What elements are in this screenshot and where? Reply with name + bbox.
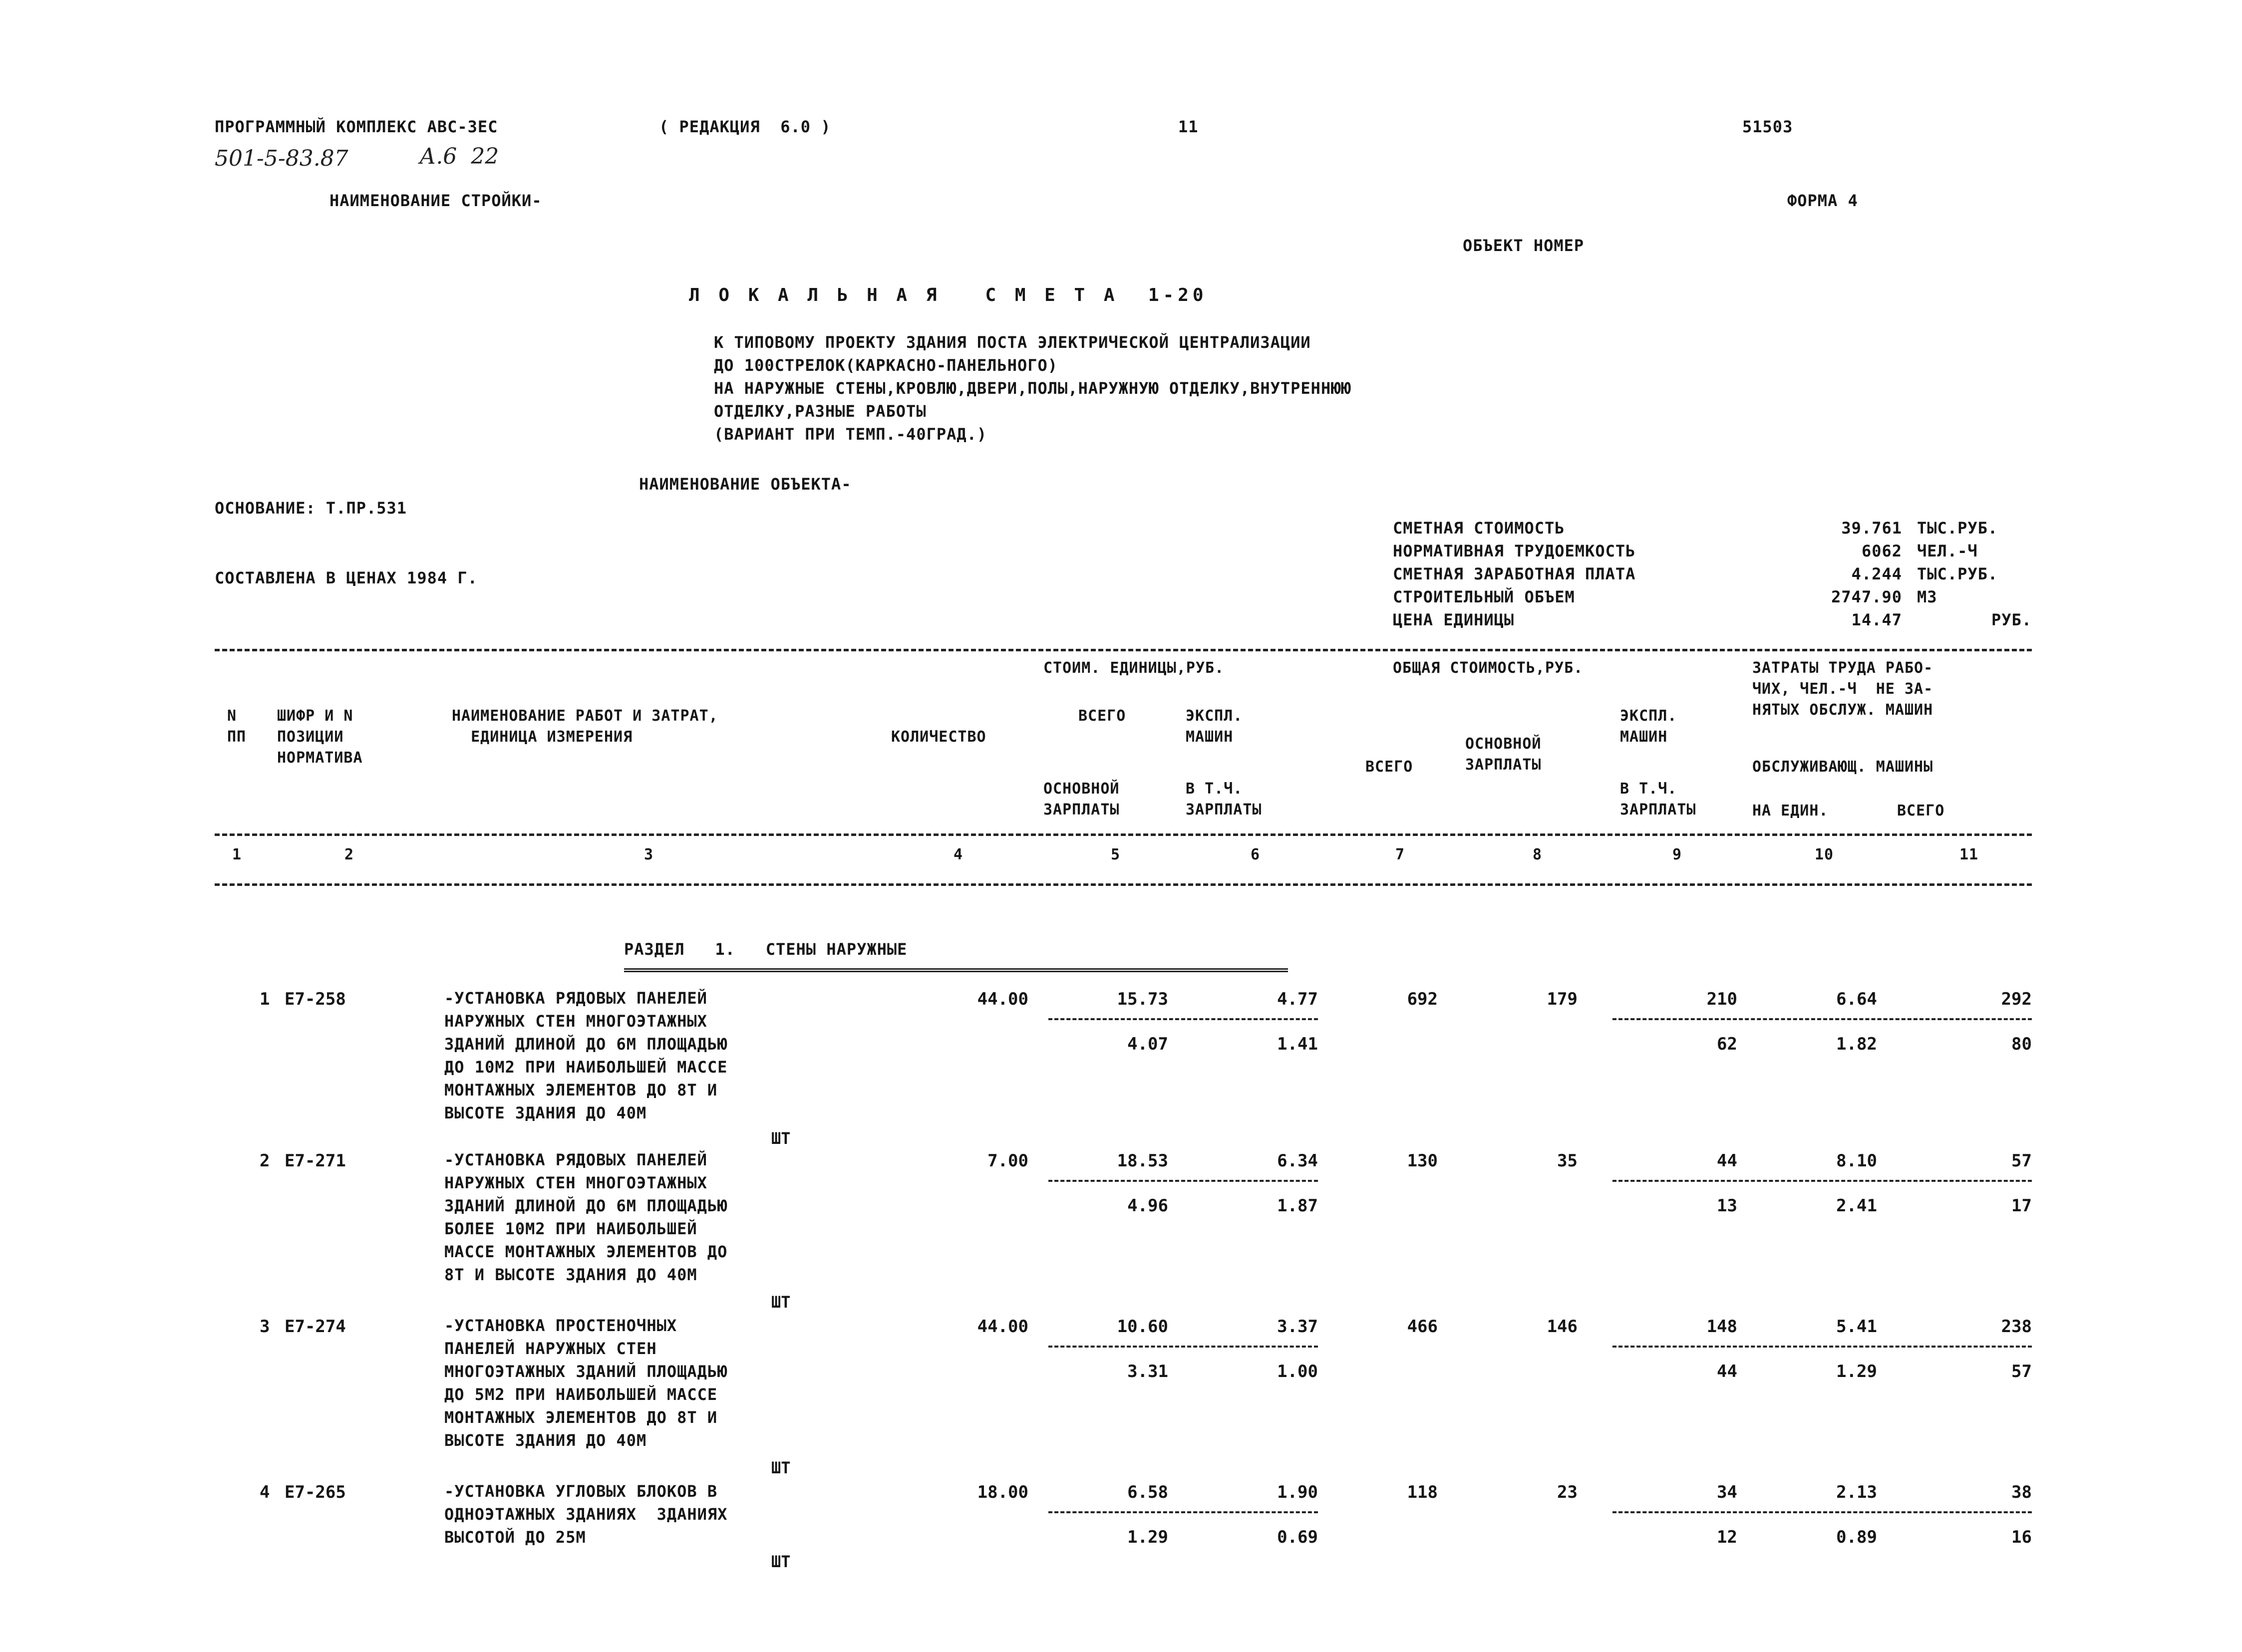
row-serving-per-unit: 1.29: [1836, 1362, 1877, 1381]
title-line-4: ОТДЕЛКУ,РАЗНЫЕ РАБОТЫ: [714, 402, 927, 421]
row-machines: 34: [1717, 1482, 1737, 1502]
row-description-line: -УСТАНОВКА РЯДОВЫХ ПАНЕЛЕЙ: [444, 989, 707, 1008]
header-total-all: ВСЕГО: [1365, 758, 1413, 776]
row-description-line: -УСТАНОВКА РЯДОВЫХ ПАНЕЛЕЙ: [444, 1150, 707, 1169]
row-description-line: ДО 5М2 ПРИ НАИБОЛЬШЕЙ МАССЕ: [444, 1385, 718, 1404]
row-labor-total: 292: [2001, 989, 2032, 1009]
row-code: Е7-265: [285, 1482, 346, 1502]
column-number: 1: [232, 846, 242, 863]
header-col-code: ШИФР И N ПОЗИЦИИ НОРМАТИВА: [277, 707, 363, 767]
row-total: 692: [1407, 989, 1438, 1009]
row-subrule: [1048, 1180, 1318, 1182]
header-total-incl-wage: В Т.Ч. ЗАРПЛАТЫ: [1620, 780, 1696, 819]
column-number: 3: [644, 846, 654, 863]
row-machines: 210: [1706, 989, 1737, 1009]
row-main-wage: 23: [1557, 1482, 1578, 1502]
basis: ОСНОВАНИЕ: Т.ПР.531: [215, 499, 407, 518]
object-number-label: ОБЪЕКТ НОМЕР: [1463, 236, 1585, 255]
header-total-main-wage: ОСНОВНОЙ ЗАРПЛАТЫ: [1465, 735, 1542, 774]
row-total: 466: [1407, 1317, 1438, 1337]
row-description-line: МОНТАЖНЫХ ЭЛЕМЕНТОВ ДО 8Т И: [444, 1408, 718, 1427]
row-description-line: БОЛЕЕ 10М2 ПРИ НАИБОЛЬШЕЙ: [444, 1219, 697, 1238]
column-number: 10: [1815, 846, 1834, 863]
header-labor: ЗАТРАТЫ ТРУДА РАБО- ЧИХ, ЧЕЛ.-Ч НЕ ЗА- НЯТЫХ ОБСЛУЖ. МАШИН: [1752, 659, 1933, 719]
row-serving-total: 80: [2011, 1034, 2032, 1054]
row-description-line: ЗДАНИЙ ДЛИНОЙ ДО 6М ПЛОЩАДЬЮ: [444, 1196, 728, 1215]
object-name-label: НАИМЕНОВАНИЕ ОБЪЕКТА-: [639, 475, 852, 494]
row-description-line: ВЫСОТЕ ЗДАНИЯ ДО 40М: [444, 1431, 647, 1450]
row-description-line: МОНТАЖНЫХ ЭЛЕМЕНТОВ ДО 8Т И: [444, 1081, 718, 1100]
summary-value: 2747.90: [1831, 587, 1902, 606]
row-incl-wage: 62: [1717, 1034, 1737, 1054]
header-col-quantity: КОЛИЧЕСТВО: [891, 728, 986, 746]
row-description-line: МНОГОЭТАЖНЫХ ЗДАНИЙ ПЛОЩАДЬЮ: [444, 1362, 728, 1381]
summary-value: 14.47: [1851, 610, 1902, 629]
header-unit-main-wage: ОСНОВНОЙ ЗАРПЛАТЫ: [1043, 780, 1120, 819]
row-unit: ШТ: [771, 1293, 791, 1312]
row-serving-total: 17: [2011, 1196, 2032, 1216]
summary-unit: ТЫС.РУБ.: [1917, 519, 1998, 538]
summary-label: НОРМАТИВНАЯ ТРУДОЕМКОСТЬ: [1393, 542, 1636, 560]
row-description-line: ЗДАНИЙ ДЛИНОЙ ДО 6М ПЛОЩАДЬЮ: [444, 1035, 728, 1054]
row-unit-wage: 4.07: [1127, 1034, 1168, 1054]
header-rule: [215, 833, 2032, 836]
row-unit-incl-wage: 1.41: [1277, 1034, 1318, 1054]
row-serving-total: 57: [2011, 1362, 2032, 1381]
row-code: Е7-258: [285, 989, 346, 1009]
column-number: 8: [1533, 846, 1543, 863]
title-line-3: НА НАРУЖНЫЕ СТЕНЫ,КРОВЛЮ,ДВЕРИ,ПОЛЫ,НАРУЖНУЮ ОТДЕЛКУ,ВНУТРЕННЮЮ: [714, 379, 1351, 398]
row-description-line: ПАНЕЛЕЙ НАРУЖНЫХ СТЕН: [444, 1339, 657, 1358]
row-incl-wage: 44: [1717, 1362, 1737, 1381]
row-number: 3: [260, 1317, 270, 1337]
row-quantity: 7.00: [987, 1151, 1028, 1171]
row-unit-machines: 1.90: [1277, 1482, 1318, 1502]
header-col-number: N ПП: [227, 707, 247, 746]
row-unit: ШТ: [771, 1458, 791, 1477]
header-col-name: НАИМЕНОВАНИЕ РАБОТ И ЗАТРАТ, ЕДИНИЦА ИЗМЕРЕНИЯ: [452, 707, 718, 746]
summary-unit: ТЫС.РУБ.: [1917, 564, 1998, 583]
title-line-5: (ВАРИАНТ ПРИ ТЕМП.-40ГРАД.): [714, 425, 987, 444]
row-unit: ШТ: [771, 1552, 791, 1571]
header-unit-machines: ЭКСПЛ. МАШИН: [1186, 707, 1243, 746]
estimate-title: Л О К А Л Ь Н А Я С М Е Т А 1-20: [689, 285, 1208, 305]
header-total-cost: ОБЩАЯ СТОИМОСТЬ,РУБ.: [1393, 659, 1584, 677]
row-subrule: [1048, 1511, 1318, 1513]
title-line-1: К ТИПОВОМУ ПРОЕКТУ ЗДАНИЯ ПОСТА ЭЛЕКТРИЧЕСКОЙ ЦЕНТРАЛИЗАЦИИ: [714, 333, 1311, 352]
section-underline: [624, 968, 1288, 972]
row-description-line: 8Т И ВЫСОТЕ ЗДАНИЯ ДО 40М: [444, 1265, 697, 1284]
row-subrule: [1612, 1511, 2032, 1513]
row-unit-wage: 3.31: [1127, 1362, 1168, 1381]
column-number: 5: [1111, 846, 1121, 863]
summary-label: ЦЕНА ЕДИНИЦЫ: [1393, 610, 1515, 629]
edition: ( РЕДАКЦИЯ 6.0 ): [659, 117, 831, 136]
column-number: 9: [1672, 846, 1682, 863]
row-description-line: ВЫСОТЕ ЗДАНИЯ ДО 40М: [444, 1103, 647, 1122]
row-unit-cost: 18.53: [1117, 1151, 1168, 1171]
document-number: 51503: [1742, 117, 1793, 136]
row-unit-cost: 6.58: [1127, 1482, 1168, 1502]
row-unit-machines: 6.34: [1277, 1151, 1318, 1171]
summary-unit: РУБ.: [1991, 610, 2032, 629]
row-description-line: ОДНОЭТАЖНЫХ ЗДАНИЯХ ЗДАНИЯХ: [444, 1505, 728, 1524]
row-description-line: НАРУЖНЫХ СТЕН МНОГОЭТАЖНЫХ: [444, 1012, 707, 1031]
row-unit-machines: 4.77: [1277, 989, 1318, 1009]
form-label: ФОРМА 4: [1787, 191, 1858, 210]
row-subrule: [1612, 1180, 2032, 1182]
row-subrule: [1612, 1018, 2032, 1020]
row-unit-wage: 4.96: [1127, 1196, 1168, 1216]
title-line-2: ДО 100СТРЕЛОК(КАРКАСНО-ПАНЕЛЬНОГО): [714, 356, 1058, 375]
summary-label: СМЕТНАЯ ЗАРАБОТНАЯ ПЛАТА: [1393, 564, 1636, 583]
row-unit-cost: 15.73: [1117, 989, 1168, 1009]
row-number: 4: [260, 1482, 270, 1502]
row-unit-incl-wage: 0.69: [1277, 1527, 1318, 1547]
summary-value: 4.244: [1851, 564, 1902, 583]
row-number: 1: [260, 989, 270, 1009]
column-number: 11: [1959, 846, 1979, 863]
section-title: РАЗДЕЛ 1. СТЕНЫ НАРУЖНЫЕ: [624, 940, 908, 959]
row-labor-per-unit: 5.41: [1836, 1317, 1877, 1337]
row-description-line: ВЫСОТОЙ ДО 25М: [444, 1528, 586, 1547]
header-unit-incl-wage: В Т.Ч. ЗАРПЛАТЫ: [1186, 780, 1262, 819]
handwritten-code: 501-5-83.87: [215, 146, 348, 171]
row-unit-machines: 3.37: [1277, 1317, 1318, 1337]
row-labor-per-unit: 2.13: [1836, 1482, 1877, 1502]
row-description-line: НАРУЖНЫХ СТЕН МНОГОЭТАЖНЫХ: [444, 1173, 707, 1192]
header-per-unit: НА ЕДИН.: [1752, 802, 1829, 820]
row-description-line: -УСТАНОВКА ПРОСТЕНОЧНЫХ: [444, 1316, 677, 1335]
row-total: 118: [1407, 1482, 1438, 1502]
summary-label: СМЕТНАЯ СТОИМОСТЬ: [1393, 519, 1565, 538]
row-subrule: [1048, 1018, 1318, 1020]
header-total: ВСЕГО: [1897, 802, 1945, 820]
row-machines: 44: [1717, 1151, 1737, 1171]
column-number: 7: [1395, 846, 1405, 863]
column-number: 2: [344, 846, 354, 863]
row-unit-wage: 1.29: [1127, 1527, 1168, 1547]
header-serving-machines: ОБСЛУЖИВАЮЩ. МАШИНЫ: [1752, 758, 1933, 776]
construction-name-label: НАИМЕНОВАНИЕ СТРОЙКИ-: [329, 191, 542, 210]
row-labor-total: 57: [2011, 1151, 2032, 1171]
summary-value: 39.761: [1841, 519, 1902, 538]
row-main-wage: 179: [1547, 989, 1578, 1009]
row-quantity: 44.00: [977, 989, 1028, 1009]
row-subrule: [1048, 1346, 1318, 1348]
header-unit-cost: СТОИМ. ЕДИНИЦЫ,РУБ.: [1043, 659, 1225, 677]
row-description-line: МАССЕ МОНТАЖНЫХ ЭЛЕМЕНТОВ ДО: [444, 1242, 728, 1261]
column-number: 4: [954, 846, 963, 863]
program-name: ПРОГРАММНЫЙ КОМПЛЕКС АВС-3ЕС: [215, 117, 498, 136]
row-subrule: [1612, 1346, 2032, 1348]
row-unit-cost: 10.60: [1117, 1317, 1168, 1337]
summary-label: СТРОИТЕЛЬНЫЙ ОБЪЕМ: [1393, 587, 1575, 606]
row-description-line: ДО 10М2 ПРИ НАИБОЛЬШЕЙ МАССЕ: [444, 1058, 728, 1077]
column-number: 6: [1251, 846, 1261, 863]
row-labor-per-unit: 8.10: [1836, 1151, 1877, 1171]
price-level: СОСТАВЛЕНА В ЦЕНАХ 1984 Г.: [215, 568, 478, 587]
row-description-line: -УСТАНОВКА УГЛОВЫХ БЛОКОВ В: [444, 1482, 718, 1501]
header-unit-all: ВСЕГО: [1078, 707, 1126, 725]
row-quantity: 44.00: [977, 1317, 1028, 1337]
row-labor-per-unit: 6.64: [1836, 989, 1877, 1009]
row-incl-wage: 12: [1717, 1527, 1737, 1547]
numbers-rule: [215, 883, 2032, 886]
row-main-wage: 146: [1547, 1317, 1578, 1337]
row-serving-total: 16: [2011, 1527, 2032, 1547]
row-main-wage: 35: [1557, 1151, 1578, 1171]
summary-unit: ЧЕЛ.-Ч: [1917, 542, 1978, 560]
summary-unit: М3: [1917, 587, 1937, 606]
row-machines: 148: [1706, 1317, 1737, 1337]
row-number: 2: [260, 1151, 270, 1171]
table-top-rule: [215, 649, 2032, 651]
row-unit: ШТ: [771, 1129, 791, 1148]
row-unit-incl-wage: 1.00: [1277, 1362, 1318, 1381]
row-quantity: 18.00: [977, 1482, 1028, 1502]
header-total-machines: ЭКСПЛ. МАШИН: [1620, 707, 1677, 746]
row-unit-incl-wage: 1.87: [1277, 1196, 1318, 1216]
handwritten-sheet: А.6 22: [419, 144, 499, 169]
row-total: 130: [1407, 1151, 1438, 1171]
row-serving-per-unit: 1.82: [1836, 1034, 1877, 1054]
row-code: Е7-271: [285, 1151, 346, 1171]
summary-value: 6062: [1861, 542, 1902, 560]
row-serving-per-unit: 2.41: [1836, 1196, 1877, 1216]
row-incl-wage: 13: [1717, 1196, 1737, 1216]
page-number: 11: [1178, 117, 1199, 136]
row-labor-total: 238: [2001, 1317, 2032, 1337]
row-labor-total: 38: [2011, 1482, 2032, 1502]
row-serving-per-unit: 0.89: [1836, 1527, 1877, 1547]
row-code: Е7-274: [285, 1317, 346, 1337]
